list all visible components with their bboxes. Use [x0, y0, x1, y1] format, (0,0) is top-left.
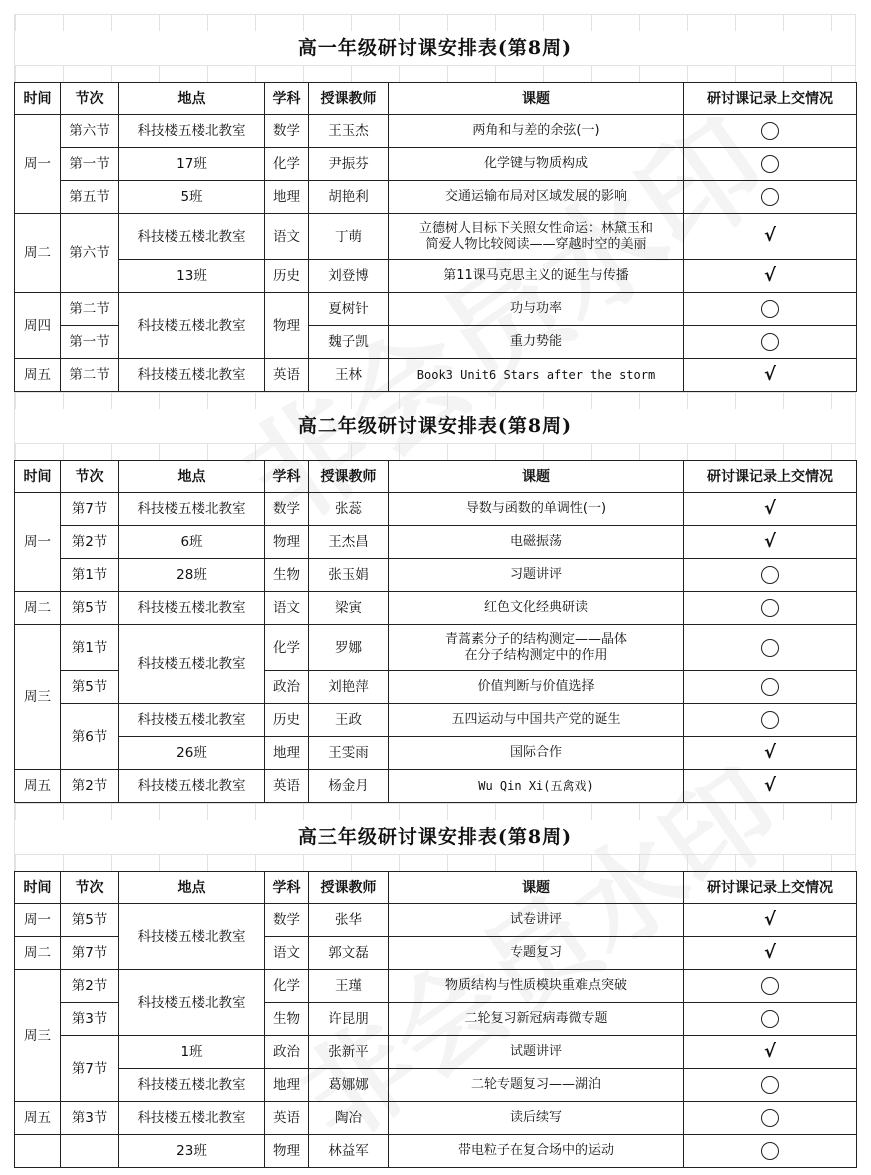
- header-day: 时间: [15, 461, 61, 493]
- status-check-icon: √: [763, 530, 776, 552]
- topic-cell: Wu Qin Xi(五禽戏): [389, 770, 684, 803]
- teacher-cell: 郭文磊: [309, 937, 389, 970]
- period-cell: 第5节: [61, 904, 119, 937]
- table-row: [15, 526, 857, 559]
- status-cell: [684, 260, 857, 293]
- status-check-icon: √: [763, 941, 776, 963]
- subject-cell: 数学: [265, 904, 309, 937]
- subject-cell: 化学: [265, 970, 309, 1003]
- header-topic: 课题: [389, 872, 684, 904]
- header-teacher: 授课教师: [309, 872, 389, 904]
- table-row: [15, 214, 857, 260]
- table-row: [15, 1135, 857, 1168]
- teacher-cell: 王林: [309, 359, 389, 392]
- table-row: [15, 260, 857, 293]
- topic-cell: 红色文化经典研读: [389, 592, 684, 625]
- day-cell: 周二: [15, 592, 61, 625]
- status-check-icon: √: [763, 1040, 776, 1062]
- period-cell: 第3节: [61, 1102, 119, 1135]
- subject-cell: 物理: [265, 1135, 309, 1168]
- period-cell: 第1节: [61, 625, 119, 671]
- teacher-cell: 陶冶: [309, 1102, 389, 1135]
- status-cell: [684, 1003, 857, 1036]
- status-cell: [684, 625, 857, 671]
- topic-cell: 带电粒子在复合场中的运动: [389, 1135, 684, 1168]
- topic-cell: 价值判断与价值选择: [389, 671, 684, 704]
- topic-cell: 二轮复习新冠病毒微专题: [389, 1003, 684, 1036]
- header-period: 节次: [61, 83, 119, 115]
- table-header: [15, 461, 857, 493]
- subject-cell: 生物: [265, 1003, 309, 1036]
- table-row: [15, 1069, 857, 1102]
- grid-row: [14, 854, 856, 871]
- teacher-cell: 夏树针: [309, 293, 389, 326]
- period-cell: 第3节: [61, 1003, 119, 1036]
- topic-cell: 重力势能: [389, 326, 684, 359]
- day-cell: 周一: [15, 493, 61, 592]
- status-circle-icon: [761, 678, 779, 696]
- topic-cell: 化学键与物质构成: [389, 148, 684, 181]
- topic-line: 简爱人物比较阅读——穿越时空的美丽: [425, 236, 647, 252]
- topic-cell: Book3 Unit6 Stars after the storm: [389, 359, 684, 392]
- status-check-icon: √: [763, 264, 776, 286]
- teacher-cell: 王政: [309, 704, 389, 737]
- table-row: [15, 970, 857, 1003]
- header-status: 研讨课记录上交情况: [684, 83, 857, 115]
- subject-cell: 政治: [265, 1036, 309, 1069]
- subject-cell: 生物: [265, 559, 309, 592]
- topic-cell: 国际合作: [389, 737, 684, 770]
- table-row: [15, 559, 857, 592]
- status-cell: [684, 671, 857, 704]
- topic-line: 在分子结构测定中的作用: [464, 647, 608, 663]
- teacher-cell: 王雯雨: [309, 737, 389, 770]
- place-cell: 科技楼五楼北教室: [119, 1069, 265, 1102]
- schedule-sheet: [14, 14, 856, 1168]
- subject-cell: 政治: [265, 671, 309, 704]
- subject-cell: 地理: [265, 181, 309, 214]
- place-cell: 28班: [119, 559, 265, 592]
- period-cell: 第2节: [61, 970, 119, 1003]
- grid-row: [14, 803, 856, 820]
- subject-cell: 英语: [265, 770, 309, 803]
- header-period: 节次: [61, 461, 119, 493]
- period-cell: 第7节: [61, 493, 119, 526]
- status-cell: [684, 1036, 857, 1069]
- status-circle-icon: [761, 188, 779, 206]
- grade1-table: [14, 82, 857, 392]
- table-row: [15, 904, 857, 937]
- place-cell: 科技楼五楼北教室: [119, 704, 265, 737]
- header-subject: 学科: [265, 872, 309, 904]
- status-circle-icon: [761, 566, 779, 584]
- topic-cell: 试题讲评: [389, 1036, 684, 1069]
- topic-cell: 习题讲评: [389, 559, 684, 592]
- place-cell: 科技楼五楼北教室: [119, 770, 265, 803]
- status-cell: [684, 526, 857, 559]
- subject-cell: 化学: [265, 625, 309, 671]
- subject-cell: 历史: [265, 260, 309, 293]
- day-cell: 周二: [15, 937, 61, 970]
- status-circle-icon: [761, 122, 779, 140]
- period-cell: 第六节: [61, 214, 119, 293]
- table-header: [15, 872, 857, 904]
- status-cell: [684, 293, 857, 326]
- topic-cell: 第11课马克思主义的诞生与传播: [389, 260, 684, 293]
- period-cell: 第2节: [61, 770, 119, 803]
- status-cell: [684, 937, 857, 970]
- status-cell: [684, 559, 857, 592]
- status-cell: [684, 904, 857, 937]
- teacher-cell: 张蕊: [309, 493, 389, 526]
- place-cell: 科技楼五楼北教室: [119, 625, 265, 704]
- period-cell: 第一节: [61, 326, 119, 359]
- place-cell: 科技楼五楼北教室: [119, 214, 265, 260]
- day-cell: 周五: [15, 1102, 61, 1135]
- place-cell: 科技楼五楼北教室: [119, 904, 265, 970]
- topic-line: 立德树人目标下关照女性命运：林黛玉和: [418, 220, 653, 236]
- grade3-title: 高三年级研讨课安排表(第8周): [14, 820, 856, 854]
- place-cell: 26班: [119, 737, 265, 770]
- place-cell: 科技楼五楼北教室: [119, 493, 265, 526]
- topic-cell: 五四运动与中国共产党的诞生: [389, 704, 684, 737]
- header-day: 时间: [15, 83, 61, 115]
- teacher-cell: 丁萌: [309, 214, 389, 260]
- header-teacher: 授课教师: [309, 83, 389, 115]
- status-circle-icon: [761, 1109, 779, 1127]
- header-period: 节次: [61, 872, 119, 904]
- period-cell: 第1节: [61, 559, 119, 592]
- status-circle-icon: [761, 1010, 779, 1028]
- status-cell: [684, 148, 857, 181]
- subject-cell: 语文: [265, 937, 309, 970]
- teacher-cell: 罗娜: [309, 625, 389, 671]
- table-row: [15, 1102, 857, 1135]
- subject-cell: 地理: [265, 737, 309, 770]
- day-cell: 周四: [15, 293, 61, 359]
- status-cell: [684, 326, 857, 359]
- header-status: 研讨课记录上交情况: [684, 461, 857, 493]
- subject-cell: 物理: [265, 526, 309, 559]
- place-cell: 17班: [119, 148, 265, 181]
- period-cell: 第一节: [61, 148, 119, 181]
- topic-cell: 导数与函数的单调性(一): [389, 493, 684, 526]
- subject-cell: 语文: [265, 592, 309, 625]
- status-cell: [684, 970, 857, 1003]
- period-cell: 第6节: [61, 704, 119, 770]
- teacher-cell: 魏子凯: [309, 326, 389, 359]
- teacher-cell: 王杰昌: [309, 526, 389, 559]
- topic-cell: 物质结构与性质模块重难点突破: [389, 970, 684, 1003]
- subject-cell: 数学: [265, 493, 309, 526]
- header-place: 地点: [119, 83, 265, 115]
- day-cell: 周一: [15, 115, 61, 214]
- status-cell: [684, 1102, 857, 1135]
- day-cell: 周三: [15, 970, 61, 1102]
- status-cell: [684, 1135, 857, 1168]
- status-cell: [684, 214, 857, 260]
- status-check-icon: √: [763, 225, 776, 246]
- teacher-cell: 张玉娟: [309, 559, 389, 592]
- grid-row: [14, 443, 856, 460]
- status-cell: [684, 592, 857, 625]
- period-cell: 第5节: [61, 671, 119, 704]
- teacher-cell: 尹振芬: [309, 148, 389, 181]
- period-cell: 第五节: [61, 181, 119, 214]
- topic-cell: [389, 214, 684, 260]
- place-cell: 13班: [119, 260, 265, 293]
- table-row: [15, 625, 857, 671]
- place-cell: 科技楼五楼北教室: [119, 592, 265, 625]
- place-cell: 23班: [119, 1135, 265, 1168]
- subject-cell: 数学: [265, 115, 309, 148]
- table-row: [15, 770, 857, 803]
- status-cell: [684, 704, 857, 737]
- teacher-cell: 杨金月: [309, 770, 389, 803]
- place-cell: 科技楼五楼北教室: [119, 359, 265, 392]
- subject-cell: 地理: [265, 1069, 309, 1102]
- status-check-icon: √: [763, 497, 776, 519]
- status-cell: [684, 737, 857, 770]
- status-cell: [684, 359, 857, 392]
- status-check-icon: √: [763, 363, 776, 385]
- table-row: [15, 293, 857, 326]
- teacher-cell: 刘艳萍: [309, 671, 389, 704]
- header-subject: 学科: [265, 461, 309, 493]
- day-cell: 周三: [15, 625, 61, 770]
- subject-cell: 化学: [265, 148, 309, 181]
- topic-cell: 二轮专题复习——湖泊: [389, 1069, 684, 1102]
- topic-cell: 读后续写: [389, 1102, 684, 1135]
- table-header: [15, 83, 857, 115]
- table-row: [15, 737, 857, 770]
- table-row: [15, 181, 857, 214]
- table-row: [15, 359, 857, 392]
- status-circle-icon: [761, 155, 779, 173]
- status-circle-icon: [761, 1076, 779, 1094]
- status-circle-icon: [761, 1142, 779, 1160]
- period-cell: 第7节: [61, 937, 119, 970]
- period-cell: 第二节: [61, 293, 119, 326]
- teacher-cell: 张新平: [309, 1036, 389, 1069]
- status-check-icon: √: [763, 741, 776, 763]
- teacher-cell: 许昆朋: [309, 1003, 389, 1036]
- grade2-title: 高二年级研讨课安排表(第8周): [14, 409, 856, 443]
- topic-cell: 两角和与差的余弦(一): [389, 115, 684, 148]
- place-cell: 科技楼五楼北教室: [119, 115, 265, 148]
- status-circle-icon: [761, 300, 779, 318]
- header-place: 地点: [119, 461, 265, 493]
- header-topic: 课题: [389, 83, 684, 115]
- day-cell: 周一: [15, 904, 61, 937]
- period-cell: 第2节: [61, 526, 119, 559]
- table-row: [15, 493, 857, 526]
- table-row: [15, 115, 857, 148]
- grid-row: [14, 392, 856, 409]
- status-circle-icon: [761, 639, 779, 657]
- table-row: [15, 592, 857, 625]
- subject-cell: 英语: [265, 359, 309, 392]
- period-cell: 第5节: [61, 592, 119, 625]
- header-teacher: 授课教师: [309, 461, 389, 493]
- header-place: 地点: [119, 872, 265, 904]
- subject-cell: 英语: [265, 1102, 309, 1135]
- status-circle-icon: [761, 333, 779, 351]
- topic-cell: 功与功率: [389, 293, 684, 326]
- grade3-table: [14, 871, 857, 1168]
- status-check-icon: √: [763, 908, 776, 930]
- table-row: [15, 1036, 857, 1069]
- place-cell: 科技楼五楼北教室: [119, 970, 265, 1036]
- topic-cell: [389, 625, 684, 671]
- topic-cell: 试卷讲评: [389, 904, 684, 937]
- day-cell: 周五: [15, 359, 61, 392]
- topic-cell: 电磁振荡: [389, 526, 684, 559]
- grade1-title: 高一年级研讨课安排表(第8周): [14, 31, 856, 65]
- header-status: 研讨课记录上交情况: [684, 872, 857, 904]
- subject-cell: 语文: [265, 214, 309, 260]
- grade2-table: [14, 460, 857, 803]
- day-cell: 周五: [15, 770, 61, 803]
- subject-cell: 历史: [265, 704, 309, 737]
- table-row: [15, 148, 857, 181]
- day-cell: [15, 1135, 61, 1168]
- period-cell: 第六节: [61, 115, 119, 148]
- teacher-cell: 胡艳利: [309, 181, 389, 214]
- topic-cell: 交通运输布局对区域发展的影响: [389, 181, 684, 214]
- status-cell: [684, 493, 857, 526]
- table-row: [15, 704, 857, 737]
- place-cell: 科技楼五楼北教室: [119, 1102, 265, 1135]
- period-cell: [61, 1135, 119, 1168]
- status-circle-icon: [761, 711, 779, 729]
- period-cell: 第7节: [61, 1036, 119, 1102]
- place-cell: 6班: [119, 526, 265, 559]
- teacher-cell: 张华: [309, 904, 389, 937]
- teacher-cell: 刘登博: [309, 260, 389, 293]
- subject-cell: 物理: [265, 293, 309, 359]
- place-cell: 5班: [119, 181, 265, 214]
- topic-cell: 专题复习: [389, 937, 684, 970]
- teacher-cell: 林益军: [309, 1135, 389, 1168]
- status-circle-icon: [761, 599, 779, 617]
- status-cell: [684, 1069, 857, 1102]
- status-cell: [684, 181, 857, 214]
- grid-row: [14, 65, 856, 82]
- teacher-cell: 王瑾: [309, 970, 389, 1003]
- topic-line: 青蒿素分子的结构测定——晶体: [444, 631, 627, 647]
- place-cell: 1班: [119, 1036, 265, 1069]
- teacher-cell: 葛娜娜: [309, 1069, 389, 1102]
- header-day: 时间: [15, 872, 61, 904]
- teacher-cell: 梁寅: [309, 592, 389, 625]
- status-circle-icon: [761, 977, 779, 995]
- status-check-icon: √: [763, 774, 776, 796]
- place-cell: 科技楼五楼北教室: [119, 293, 265, 359]
- status-cell: [684, 115, 857, 148]
- header-subject: 学科: [265, 83, 309, 115]
- teacher-cell: 王玉杰: [309, 115, 389, 148]
- period-cell: 第二节: [61, 359, 119, 392]
- status-cell: [684, 770, 857, 803]
- grid-row: [14, 14, 856, 31]
- day-cell: 周二: [15, 214, 61, 293]
- header-topic: 课题: [389, 461, 684, 493]
